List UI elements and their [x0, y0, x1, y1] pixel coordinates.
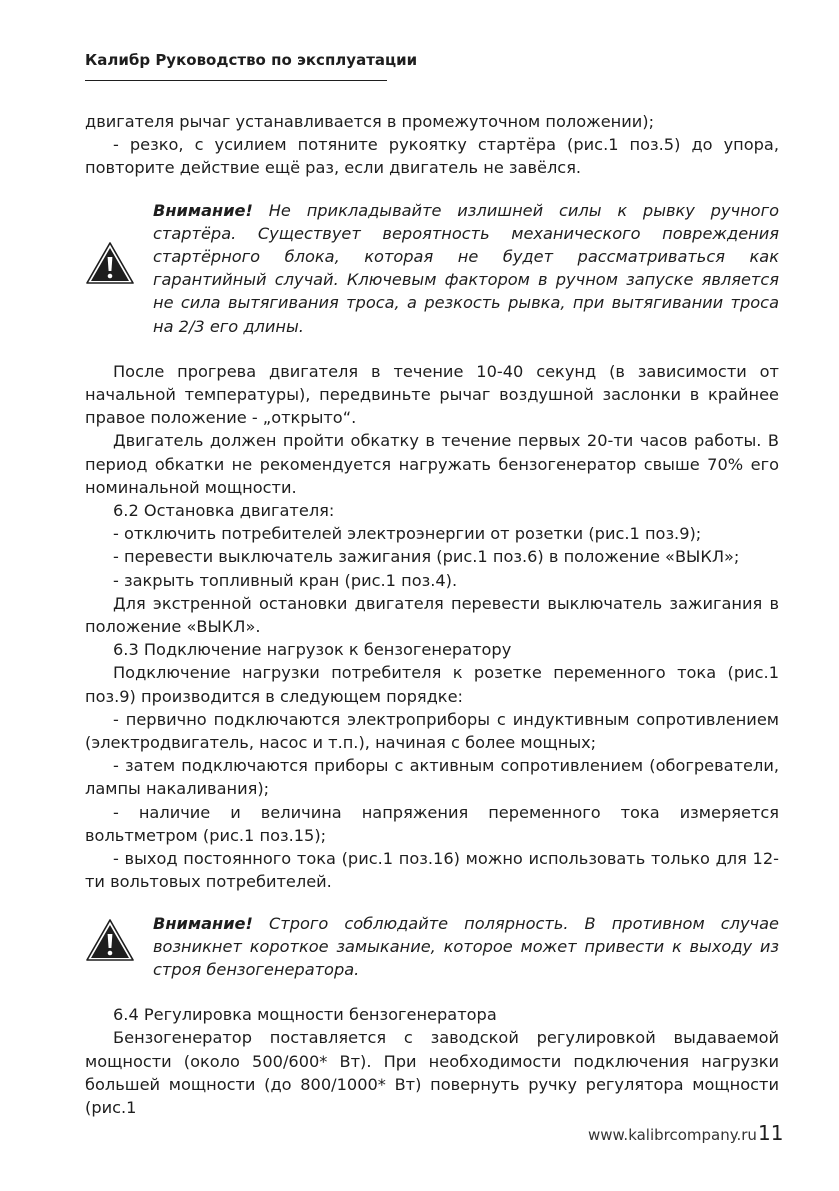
warning-triangle-icon [85, 918, 135, 962]
warning-label: Внимание! [153, 913, 253, 933]
list-item: - закрыть топливный кран (рис.1 поз.4). [113, 570, 458, 590]
paragraph: двигателя рычаг устанавливается в промежуточном положении); [85, 112, 655, 131]
paragraph: Двигатель должен пройти обкатку в течение первых 20-ти часов работы. В период обкатки не рекомендуется нагружать бензогенератор свыше 70% его номинальной мощности. [85, 431, 779, 497]
list-item: - первично подключаются электроприборы с индуктивным сопротивлением (электродвигатель, насос и т.п.), начиная с более мощных; [85, 709, 779, 753]
list-item: - отключить потребителей электроэнергии от розетки (рис.1 поз.9); [113, 524, 702, 544]
warning-block [85, 912, 779, 982]
warning-message: Строго соблюдайте полярность. В противном случае возникнет короткое замыкание, которое может привести к выходу из строя бензогенератора. [153, 913, 779, 979]
list-item: - выход постоянного тока (рис.1 поз.16) можно использовать только для 12-ти вольтовых потребителей. [85, 849, 779, 892]
paragraph: Подключение нагрузки потребителя к розетке переменного тока (рис.1 поз.9) производится в следующем порядке: [85, 663, 779, 706]
list-item: - перевести выключатель зажигания (рис.1 поз.6) в положение «ВЫКЛ»; [113, 547, 740, 567]
section-heading: 6.4 Регулировка мощности бензогенератора [113, 1005, 497, 1025]
warning-message: Не прикладывайте излишней силы к рывку ручного стартёра. Существует вероятность механического повреждения стартёрного блока, которая не будет рассматриваться как гарантийный случай. Ключевым фактором в ручном запуске является не сила вытягивания троса, а резкость рывка, при вытягивании троса на 2/3 его длины. [153, 200, 779, 336]
page-number: 11 [758, 1121, 784, 1145]
paragraph: Бензогенератор поставляется с заводской регулировкой выдаваемой мощности (около 500/600* Вт). При необходимости подключения нагрузки большей мощности (до 800/1000* Вт) повернуть ручку регулятора мощности (рис.1 [85, 1028, 779, 1117]
warning-label: Внимание! [153, 200, 253, 220]
header-divider [85, 80, 387, 81]
paragraph: Для экстренной остановки двигателя перевести выключатель зажигания в положение «ВЫКЛ». [85, 593, 779, 637]
warning-triangle-icon [85, 241, 135, 285]
section-heading: 6.2 Остановка двигателя: [113, 501, 335, 521]
warning-block [85, 199, 779, 338]
section-heading: 6.3 Подключение нагрузок к бензогенератору [113, 640, 512, 660]
list-item: - затем подключаются приборы с активным сопротивлением (обогреватели, лампы накаливания); [85, 756, 779, 799]
warning-text [153, 912, 779, 982]
paragraph: После прогрева двигателя в течение 10-40 секунд (в зависимости от начальной температуры), передвиньте рычаг воздушной заслонки в крайнее правое положение - „открыто“. [85, 361, 779, 428]
page-body [85, 110, 779, 1119]
paragraph: - резко, с усилием потяните рукоятку стартёра (рис.1 поз.5) до упора, повторите действие ещё раз, если двигатель не завёлся. [85, 135, 779, 178]
header-title: Калибр Руководство по эксплуатации [85, 51, 418, 69]
footer-website: www.kalibrcompany.ru [588, 1126, 757, 1144]
warning-text [153, 199, 779, 338]
list-item: - наличие и величина напряжения переменного тока измеряется вольтметром (рис.1 поз.15); [85, 802, 779, 845]
